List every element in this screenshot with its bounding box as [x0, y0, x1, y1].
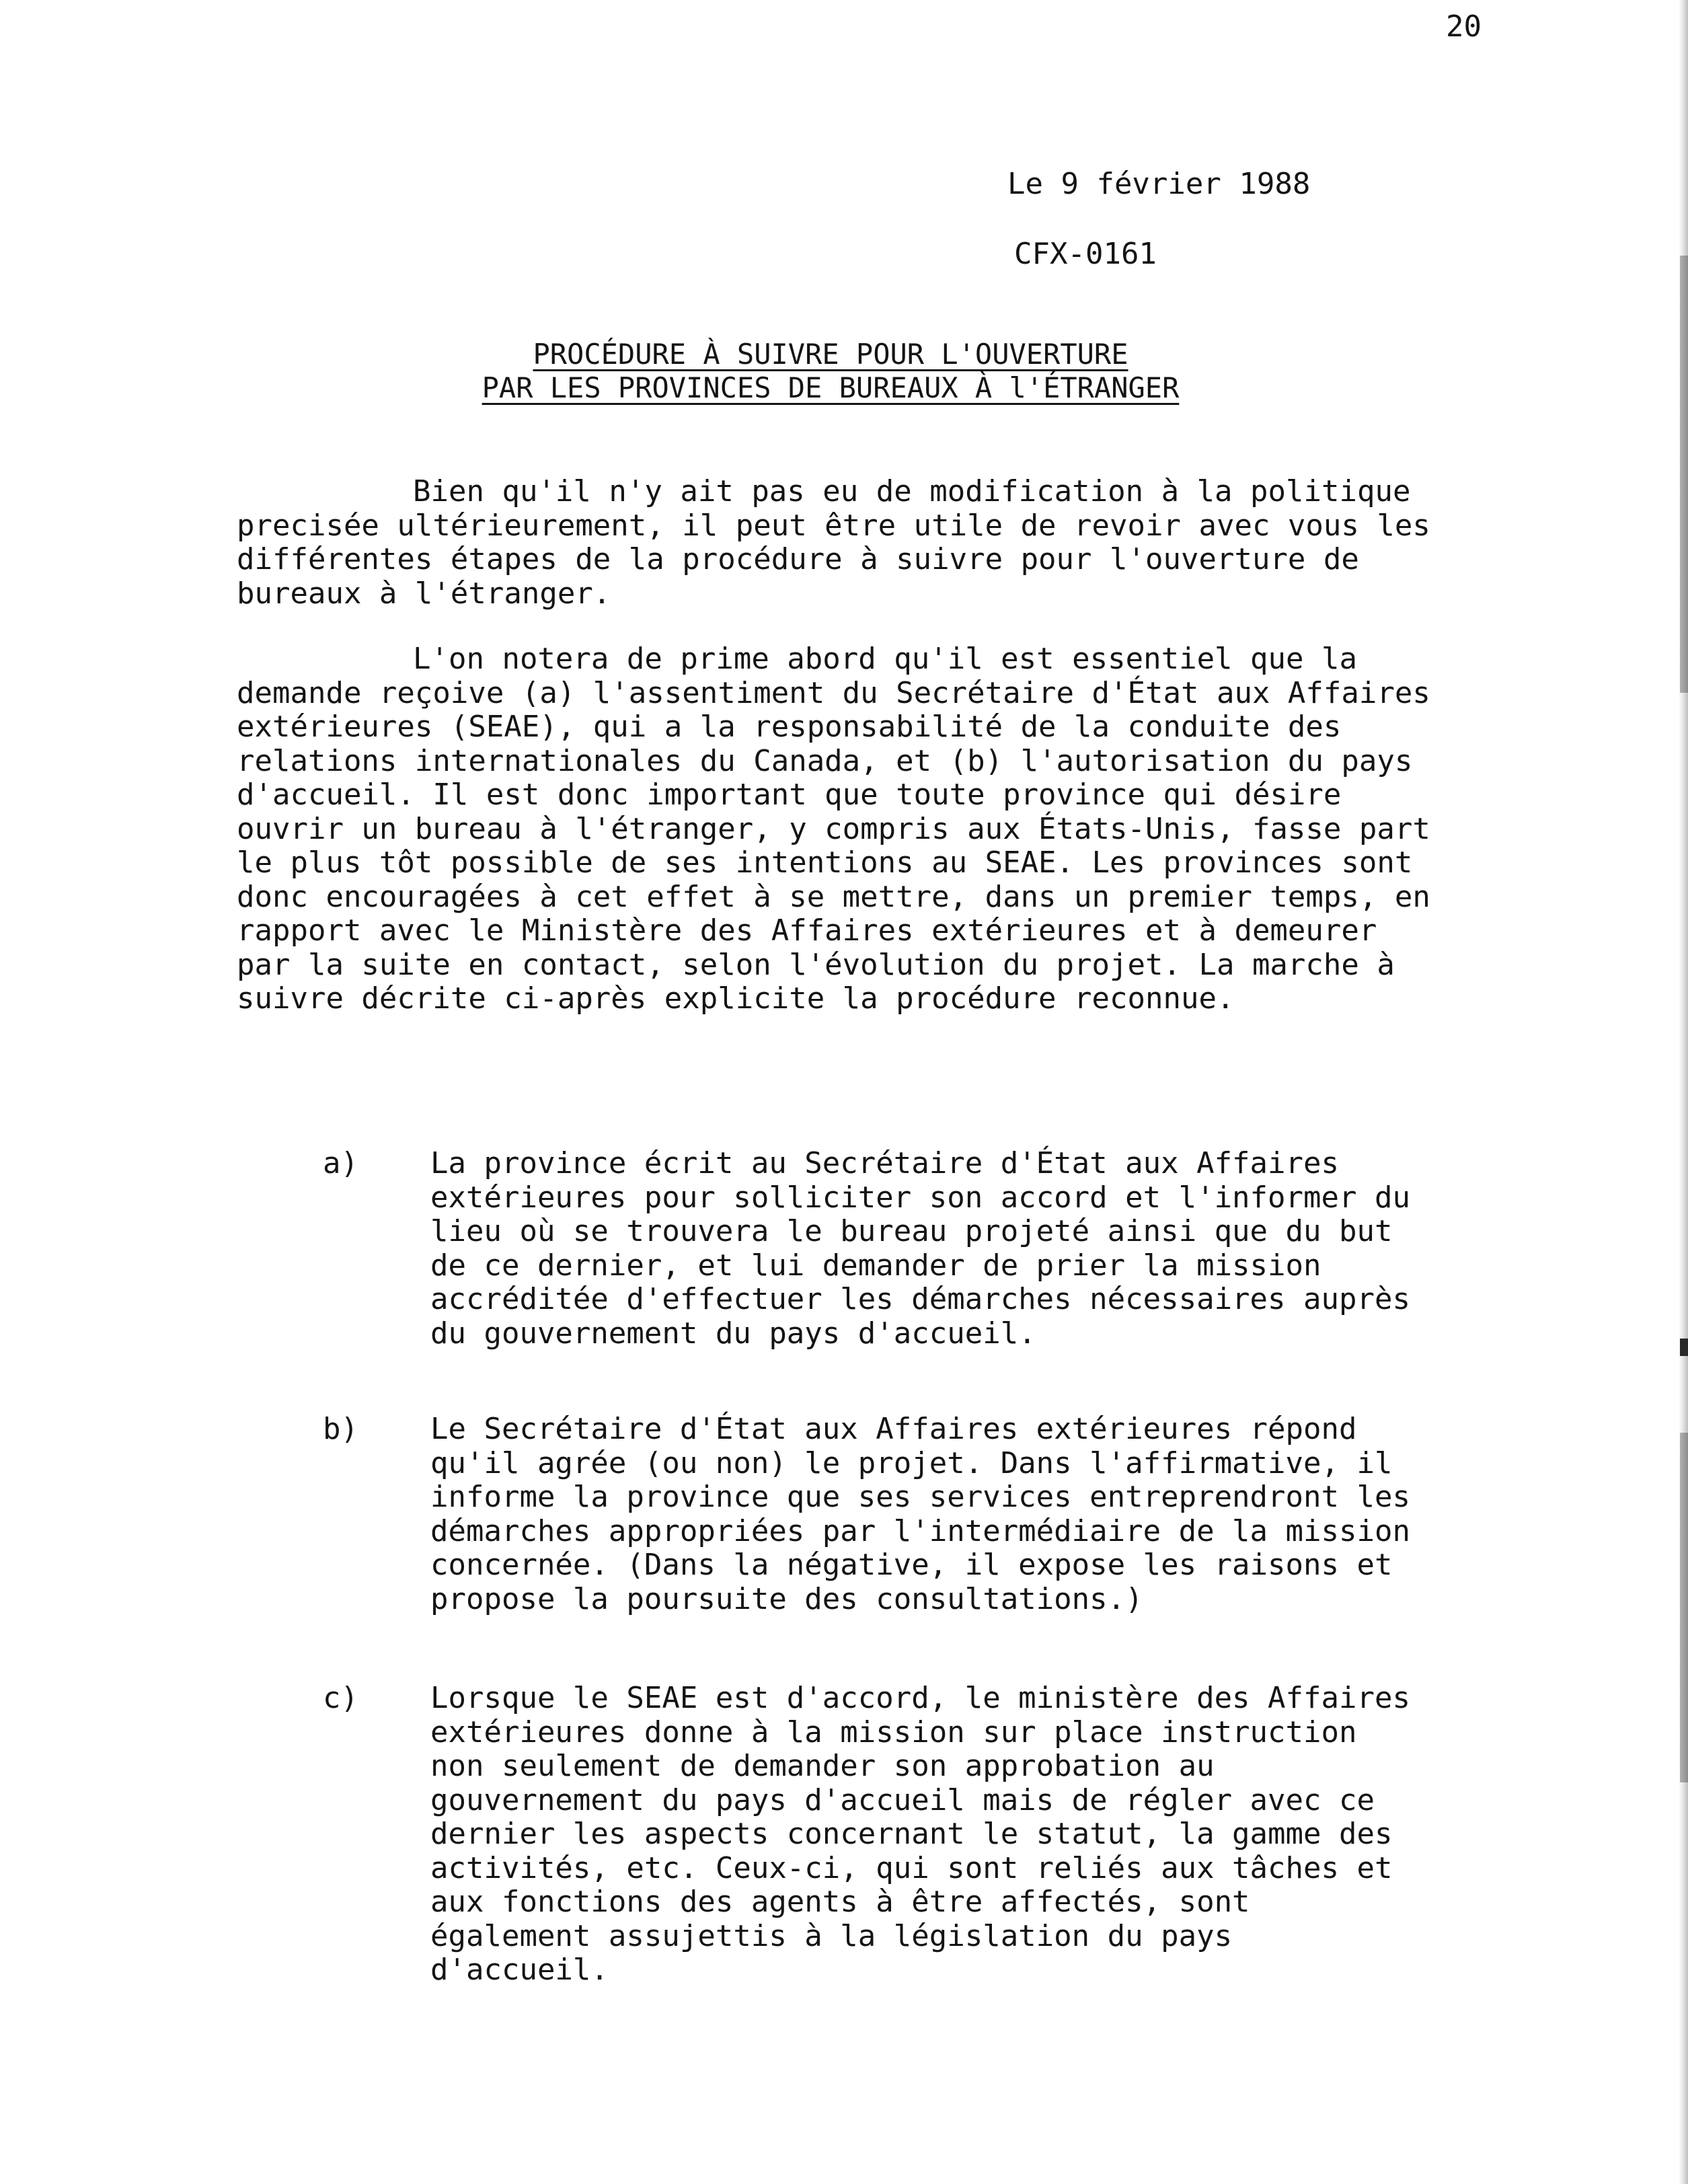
- step-marker: c): [323, 1681, 358, 1715]
- document-date: Le 9 février 1988: [1007, 167, 1311, 201]
- scan-mark: [1680, 1433, 1688, 1782]
- title-line-1: PROCÉDURE À SUIVRE POUR L'OUVERTURE: [533, 338, 1128, 371]
- scan-mark: [1680, 256, 1688, 693]
- body-paragraph: Bien qu'il n'y ait pas eu de modification à la politique precisée ultérieurement, il peut être utile de revoir avec vous les différentes étapes de la procédure à suivre pour l'ouverture de bureaux à l'étranger.: [237, 474, 1430, 611]
- step-text: Le Secrétaire d'État aux Affaires extérieures répond qu'il agrée (ou non) le projet. Dans l'affirmative, il informe la province que ses services entreprendront les démarches appropriées par l'intermédiaire de la mission concernée. (Dans la négative, il expose les raisons et propose la poursuite des consultations.): [430, 1412, 1410, 1616]
- step-marker: a): [323, 1146, 358, 1180]
- body-paragraph: L'on notera de prime abord qu'il est essentiel que la demande reçoive (a) l'assentiment du Secrétaire d'État aux Affaires extérieures (SEAE), qui a la responsabilité de la conduite des relations internationales du Canada, et (b) l'autorisation du pays d'accueil. Il est donc important que toute province qui désire ouvrir un bureau à l'étranger, y compris aux États-Unis, fasse part le plus tôt possible de ses intentions au SEAE. Les provinces sont donc encouragées à cet effet à se mettre, dans un premier temps, en rapport avec le Ministère des Affaires extérieures et à demeurer par la suite en contact, selon l'évolution du projet. La marche à suivre décrite ci-après explicite la procédure reconnue.: [237, 642, 1430, 1016]
- title-line-2: PAR LES PROVINCES DE BUREAUX À l'ÉTRANGER: [482, 371, 1180, 404]
- step-text: Lorsque le SEAE est d'accord, le ministère des Affaires extérieures donne à la mission sur place instruction non seulement de demander son approbation au gouvernement du pays d'accueil mais de régler avec ce dernier les aspects concernant le statut, la gamme des activités, etc. Ceux-ci, qui sont reliés aux tâches et aux fonctions des agents à être affectés, sont également assujettis à la législation du pays d'accueil.: [430, 1681, 1410, 1987]
- document-reference: CFX-0161: [1014, 237, 1157, 271]
- step-text: La province écrit au Secrétaire d'État aux Affaires extérieures pour solliciter son accord et l'informer du lieu où se trouvera le bureau projeté ainsi que du but de ce dernier, et lui demander de prier la mission accréditée d'effectuer les démarches nécessaires auprès du gouvernement du pays d'accueil.: [430, 1146, 1410, 1351]
- page-number: 20: [1446, 9, 1482, 44]
- scan-mark: [1680, 1339, 1688, 1356]
- document-title: [404, 338, 1258, 405]
- step-marker: b): [323, 1412, 358, 1446]
